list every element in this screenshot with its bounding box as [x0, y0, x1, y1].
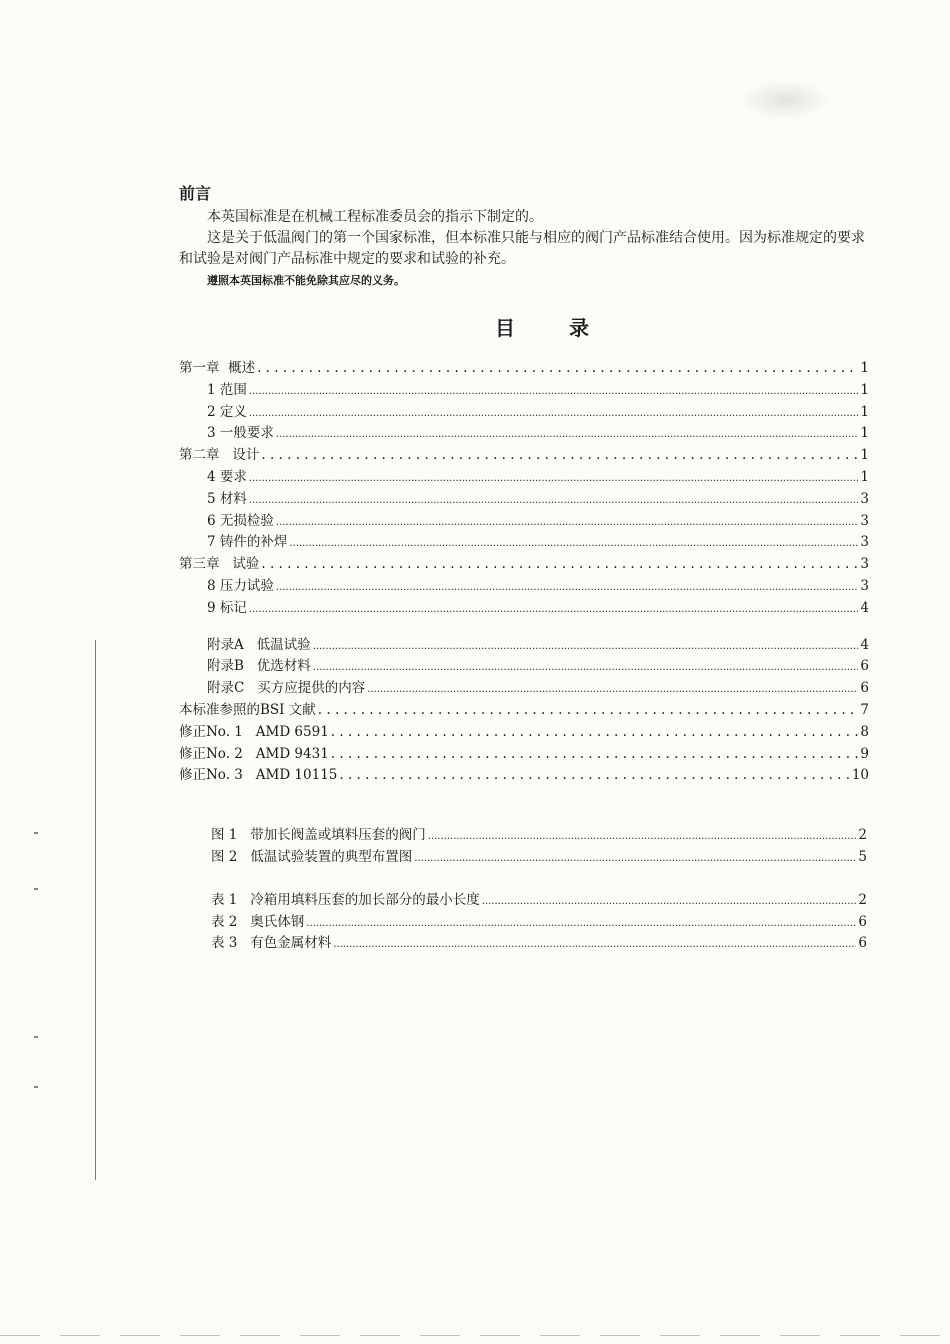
toc-entry-page: 3	[860, 577, 869, 594]
preface-section	[179, 183, 869, 290]
toc-entry-label: 4 要求	[207, 468, 247, 485]
toc-entry-page: 8	[860, 723, 869, 740]
preface-paragraph-2: 这是关于低温阀门的第一个国家标准，但本标准只能与相应的阀门产品标准结合使用。因为标准规定的要求和试验是对阀门产品标准中规定的要求和试验的补充。	[179, 230, 865, 267]
toc-entry-table[interactable]	[179, 933, 867, 955]
toc-entry-amendment[interactable]	[179, 722, 869, 744]
leader-dots	[249, 380, 859, 403]
leader-dots	[339, 765, 849, 787]
toc-entry-label: 表 2 奥氏体钢	[211, 913, 305, 930]
toc-entry-label: 1 范围	[207, 381, 247, 398]
toc-entry[interactable]	[179, 402, 869, 424]
toc-entry-page: 1	[860, 360, 869, 376]
toc-entry-page: 4	[860, 636, 869, 653]
toc-entry[interactable]	[179, 532, 869, 554]
toc-entry-label: 第二章 设计	[179, 447, 260, 464]
toc-entry-amendment[interactable]	[179, 765, 869, 787]
toc-entry[interactable]	[179, 598, 869, 620]
spacer	[179, 869, 869, 890]
toc-entry-label: 附录B 优选材料	[207, 658, 311, 675]
leader-dots	[257, 358, 858, 380]
toc-entry-label: 图 2 低温试验装置的典型布置图	[211, 848, 413, 865]
leader-dots	[276, 576, 859, 599]
toc-entry-page: 3	[860, 534, 869, 551]
toc-entry-page: 6	[858, 913, 867, 930]
toc-entry-page: 5	[858, 848, 867, 865]
leader-dots	[333, 933, 856, 956]
toc-entry-amendment[interactable]	[179, 744, 869, 766]
leader-dots	[261, 554, 858, 576]
toc-entry[interactable]	[179, 554, 869, 576]
leader-dots	[249, 489, 859, 512]
toc-entry-page: 3	[860, 556, 869, 573]
leader-dots	[249, 402, 859, 425]
toc-entry-label: 2 定义	[207, 403, 247, 420]
toc-entry-label: 表 1 冷箱用填料压套的加长部分的最小长度	[211, 891, 480, 908]
toc-entry-reference[interactable]	[179, 700, 869, 722]
toc-entry-appendix[interactable]	[179, 678, 869, 700]
toc-entry-appendix[interactable]	[179, 635, 869, 657]
toc-entry-table[interactable]	[179, 890, 867, 912]
toc-entry-page: 10	[851, 767, 869, 784]
toc-entry-page: 1	[860, 381, 869, 398]
spacer	[179, 620, 869, 635]
toc-entry-page: 1	[860, 468, 869, 485]
toc-entry-page: 2	[858, 827, 867, 844]
toc-entry[interactable]	[179, 445, 869, 467]
scan-bottom-edge	[0, 1335, 950, 1336]
binder-line	[95, 640, 96, 1180]
leader-dots	[289, 532, 858, 555]
toc-entry-table[interactable]	[179, 912, 867, 934]
leader-dots	[428, 825, 857, 848]
toc-entry[interactable]	[179, 576, 869, 598]
toc-entry[interactable]	[179, 489, 869, 511]
leader-dots	[331, 722, 859, 744]
scan-smudge	[740, 80, 830, 120]
leader-dots	[313, 656, 859, 679]
toc-entry-label: 修正No. 1 AMD 6591	[179, 723, 329, 740]
toc-entry-label: 第三章 试验	[179, 556, 260, 573]
toc-entry-page: 3	[860, 490, 869, 507]
toc-entry-page: 1	[860, 425, 869, 442]
leader-dots	[249, 467, 859, 490]
preface-note: 遵照本英国标准不能免除其应尽的义务。	[207, 274, 405, 287]
toc-entry-label: 第一章 概述	[179, 360, 256, 376]
table-of-contents	[179, 358, 869, 955]
toc-entry[interactable]	[179, 511, 869, 533]
leader-dots	[249, 598, 859, 621]
toc-entry-label: 6 无损检验	[207, 512, 274, 529]
toc-entry[interactable]	[179, 358, 869, 380]
binder-mark	[34, 888, 38, 890]
toc-entry-page: 9	[860, 745, 869, 762]
leader-dots	[318, 700, 859, 722]
toc-entry[interactable]	[179, 423, 869, 445]
toc-entry-label: 修正No. 3 AMD 10115	[179, 767, 338, 784]
toc-entry-label: 9 标记	[207, 599, 247, 616]
toc-entry-label: 5 材料	[207, 490, 247, 507]
toc-entry-page: 4	[860, 599, 869, 616]
spacer	[179, 787, 869, 825]
leader-dots	[367, 678, 858, 701]
toc-entry-label: 图 1 带加长阀盖或填料压套的阀门	[211, 827, 426, 844]
leader-dots	[331, 744, 859, 766]
toc-entry-figure[interactable]	[179, 825, 867, 847]
toc-entry-label: 3 一般要求	[207, 425, 274, 442]
leader-dots	[313, 635, 859, 658]
toc-entry[interactable]	[179, 467, 869, 489]
leader-dots	[276, 511, 859, 534]
toc-entry-page: 3	[860, 512, 869, 529]
preface-paragraph-1: 本英国标准是在机械工程标准委员会的指示下制定的。	[207, 209, 543, 225]
binder-mark	[34, 1086, 38, 1088]
leader-dots	[276, 423, 859, 446]
toc-entry[interactable]	[179, 380, 869, 402]
binder-mark	[34, 1036, 38, 1038]
toc-entry-page: 1	[860, 447, 869, 464]
toc-entry-page: 6	[860, 680, 869, 697]
toc-entry-label: 7 铸件的补焊	[207, 534, 288, 551]
toc-entry-page: 6	[858, 935, 867, 952]
leader-dots	[261, 445, 858, 467]
toc-entry-appendix[interactable]	[179, 656, 869, 678]
toc-entry-label: 附录C 买方应提供的内容	[207, 680, 366, 697]
preface-heading: 前言	[179, 184, 212, 203]
toc-entry-label: 附录A 低温试验	[207, 636, 311, 653]
toc-entry-label: 表 3 有色金属材料	[211, 935, 332, 952]
toc-title: 目录	[495, 316, 643, 340]
toc-entry-page: 1	[860, 403, 869, 420]
leader-dots	[482, 890, 857, 913]
leader-dots	[306, 912, 856, 935]
toc-entry-page: 6	[860, 658, 869, 675]
toc-entry-page: 7	[860, 701, 869, 718]
toc-entry-label: 修正No. 2 AMD 9431	[179, 745, 329, 762]
toc-entry-page: 2	[858, 891, 867, 908]
binder-mark	[34, 832, 38, 834]
toc-entry-figure[interactable]	[179, 847, 867, 869]
toc-entry-label: 本标准参照的BSI 文献	[179, 701, 316, 718]
toc-entry-label: 8 压力试验	[207, 577, 274, 594]
leader-dots	[414, 847, 856, 870]
